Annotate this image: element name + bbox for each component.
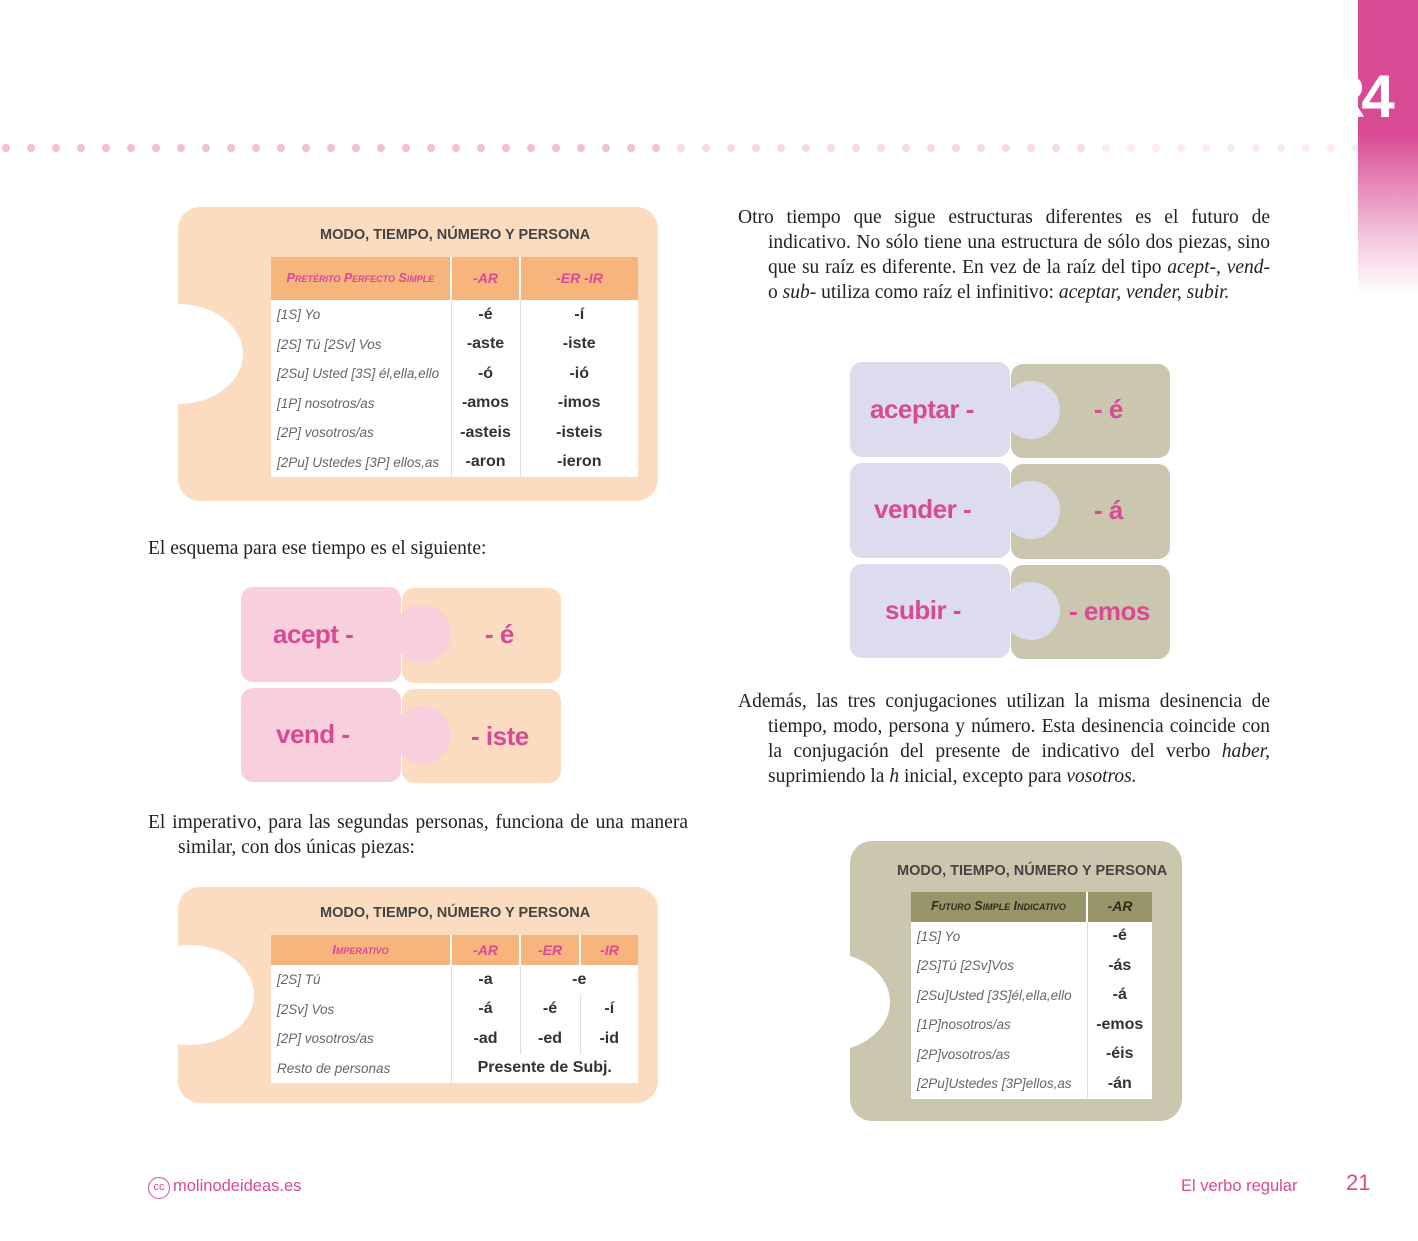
person-cell: [1P] nosotros/as [271,389,451,419]
person-cell: [2P] vosotros/as [271,1024,451,1054]
puzzle-knob [393,605,451,663]
divider-dot [702,144,710,152]
puzzle-knob [1002,582,1060,640]
column-header: -AR [1107,898,1133,915]
person-cell: Resto de personas [271,1054,451,1084]
ending-cell: -á [1112,986,1127,1004]
divider-dot [1227,144,1235,152]
divider-dot [452,144,460,152]
table-title: MODO, TIEMPO, NÚMERO Y PERSONA [320,905,591,921]
table-row [271,359,638,389]
divider-dot [752,144,760,152]
table-row [911,1040,1152,1070]
ending-cell: -ed [520,1024,580,1054]
column-header: -ER -IR [556,270,603,286]
column-header: Imperativo [271,935,451,965]
ending-label: - emos [1069,596,1150,626]
text-run: inicial, excepto para [899,766,1067,787]
divider-dot [902,144,910,152]
ending-cell: -é [520,995,580,1025]
puzzle-knob [1002,481,1060,539]
table-title: MODO, TIEMPO, NÚMERO Y PERSONA [897,863,1168,879]
table-row [911,1010,1152,1040]
person-cell: [2Pu] Ustedes [3P] ellos,as [271,448,451,478]
text-run: Además, las tres conjugaciones utilizan la misma desinencia de tiempo, modo, persona y número. Esta desinencia coincide con la conjugación del presente de indicativo del verbo [738,691,1270,762]
table-row [911,981,1152,1011]
ending-cell: -isteis [556,423,603,441]
ending-cell: -amos [451,389,520,419]
ending-label: - á [1094,495,1123,525]
chapter-tab [1358,0,1418,295]
divider-dot [277,144,285,152]
divider-dot [952,144,960,152]
ending-cell: -ó [451,359,520,389]
ending-cell: -é [1112,927,1127,945]
column-header: -IR [600,941,619,958]
person-cell: [2P] vosotros/as [271,418,451,448]
column-header: -ER [520,935,580,965]
divider-dot [602,144,610,152]
ending-label: - é [485,619,514,649]
table-title: MODO, TIEMPO, NÚMERO Y PERSONA [320,227,591,243]
paragraph-esquema: El esquema para ese tiempo es el siguiente: [148,538,487,559]
column-header: -AR [451,935,520,965]
divider-dot [1202,144,1210,152]
text-run: o [768,282,783,303]
divider-dot [652,144,660,152]
paragraph-futuro [738,205,1270,305]
text-run: haber, [1221,741,1270,762]
person-cell: [2P]vosotros/as [911,1040,1087,1070]
ending-cell: -e [572,970,587,988]
cc-license-icon: cc [148,1177,170,1199]
ending-cell: -ió [569,364,590,382]
table-row [271,300,638,330]
divider-dot [227,144,235,152]
divider-dot [1302,144,1310,152]
divider-dot [177,144,185,152]
divider-dot [327,144,335,152]
ending-cell: -án [1107,1074,1132,1092]
puzzle-knob [1002,381,1060,439]
ending-cell: -í [604,1000,615,1018]
ending-cell: -í [574,305,585,323]
ending-cell: -ad [451,1024,520,1054]
ending-cell: -aste [451,330,520,360]
merged-cell: Presente de Subj. [477,1059,612,1077]
footer-site-link[interactable]: molinodeideas.es [173,1177,302,1195]
person-cell: [2Su] Usted [3S] él,ella,ello [271,359,451,389]
ending-cell: -á [451,995,520,1025]
divider-dot [1177,144,1185,152]
text-run: aceptar, vender, subir. [1058,282,1230,303]
person-cell: [2Su]Usted [3S]él,ella,ello [911,981,1087,1011]
divider-dot [302,144,310,152]
person-cell: [2S]Tú [2Sv]Vos [911,951,1087,981]
divider-dot [477,144,485,152]
ending-cell: -imos [557,394,601,412]
divider-dot [202,144,210,152]
page-number: 21 [1346,1170,1371,1195]
ending-cell: -iste [562,335,596,353]
ending-cell: -ás [1108,956,1132,974]
ending-cell: -ieron [557,453,602,471]
person-cell: [2S] Tú [271,965,451,995]
text-run: acept-, vend- [1167,257,1270,278]
root-label: vender - [874,494,972,524]
divider-dot [27,144,35,152]
table-row [911,1069,1152,1099]
ending-cell: -asteis [451,418,520,448]
ending-cell: -éis [1105,1045,1134,1063]
imperativo-table [271,935,638,1083]
divider-dot [577,144,585,152]
divider-dot [827,144,835,152]
table-row [911,951,1152,981]
divider-dot [1027,144,1035,152]
divider-dot [1102,144,1110,152]
paragraph-imperativo: El imperativo, para las segundas personas, funciona de una manera similar, con dos únicas piezas: [148,812,688,858]
text-run: sub- [782,282,817,303]
puzzle-notch [178,945,254,1045]
footer-section-title: El verbo regular [1181,1177,1298,1195]
table-row [911,922,1152,952]
root-label: subir - [885,595,961,625]
divider-dot [427,144,435,152]
divider-dot [52,144,60,152]
divider-dot [377,144,385,152]
preterito-table [271,257,638,477]
ending-cell: -id [599,1029,620,1047]
person-cell: [1S] Yo [911,922,1087,952]
ending-cell: -é [451,300,520,330]
ending-cell: -emos [1096,1015,1144,1033]
column-header: Futuro Simple Indicativo [911,892,1087,922]
divider-dot [727,144,735,152]
divider-dot [77,144,85,152]
person-cell: [2S] Tú [2Sv] Vos [271,330,451,360]
puzzle-notch [178,304,243,404]
divider-dot [802,144,810,152]
divider-dot [1127,144,1135,152]
puzzle-knob [393,706,451,764]
table-row [271,330,638,360]
text-run: Otro tiempo que sigue estructuras diferentes es el futuro de indicativo. No sólo tiene una estructura de sólo dos piezas, sino que su raíz es diferente. En vez de la raíz del tipo [738,207,1270,278]
ending-cell: -a [451,965,520,995]
table-row [271,418,638,448]
divider-dot [627,144,635,152]
root-label: aceptar - [870,394,974,424]
divider-dot [777,144,785,152]
table-row [271,448,638,478]
divider-dot [877,144,885,152]
ending-cell: -aron [451,448,520,478]
table-row [271,389,638,419]
text-run: suprimiendo la [768,766,890,787]
root-label: acept - [273,619,354,649]
dotted-divider [0,144,1358,154]
person-cell: [1S] Yo [271,300,451,330]
divider-dot [1277,144,1285,152]
divider-dot [1327,144,1335,152]
text-run: vosotros. [1066,766,1137,787]
divider-dot [502,144,510,152]
ending-label: - iste [471,721,529,751]
divider-dot [1152,144,1160,152]
divider-dot [127,144,135,152]
person-cell: [2Sv] Vos [271,995,451,1025]
chapter-code: R4 [1322,63,1391,130]
divider-dot [1052,144,1060,152]
text-run: utiliza como raíz el infinitivo: [816,282,1059,303]
puzzle-notch [850,952,890,1052]
text-run: h [889,766,900,787]
futuro-table [911,892,1152,1099]
divider-dot [2,144,10,152]
divider-dot [102,144,110,152]
ending-label: - é [1094,394,1123,424]
divider-dot [352,144,360,152]
divider-dot [1077,144,1085,152]
divider-dot [252,144,260,152]
person-cell: [2Pu]Ustedes [3P]ellos,as [911,1069,1087,1099]
person-cell: [1P]nosotros/as [911,1010,1087,1040]
paragraph-ademas [738,689,1270,789]
divider-dot [1252,144,1260,152]
divider-dot [852,144,860,152]
column-header: Pretérito Perfecto Simple [271,257,451,300]
divider-dot [152,144,160,152]
divider-dot [1002,144,1010,152]
divider-dot [527,144,535,152]
divider-dot [552,144,560,152]
divider-dot [1352,144,1358,152]
column-header: -AR [451,257,520,300]
divider-dot [927,144,935,152]
divider-dot [977,144,985,152]
divider-dot [402,144,410,152]
divider-dot [677,144,685,152]
root-label: vend - [276,719,350,749]
